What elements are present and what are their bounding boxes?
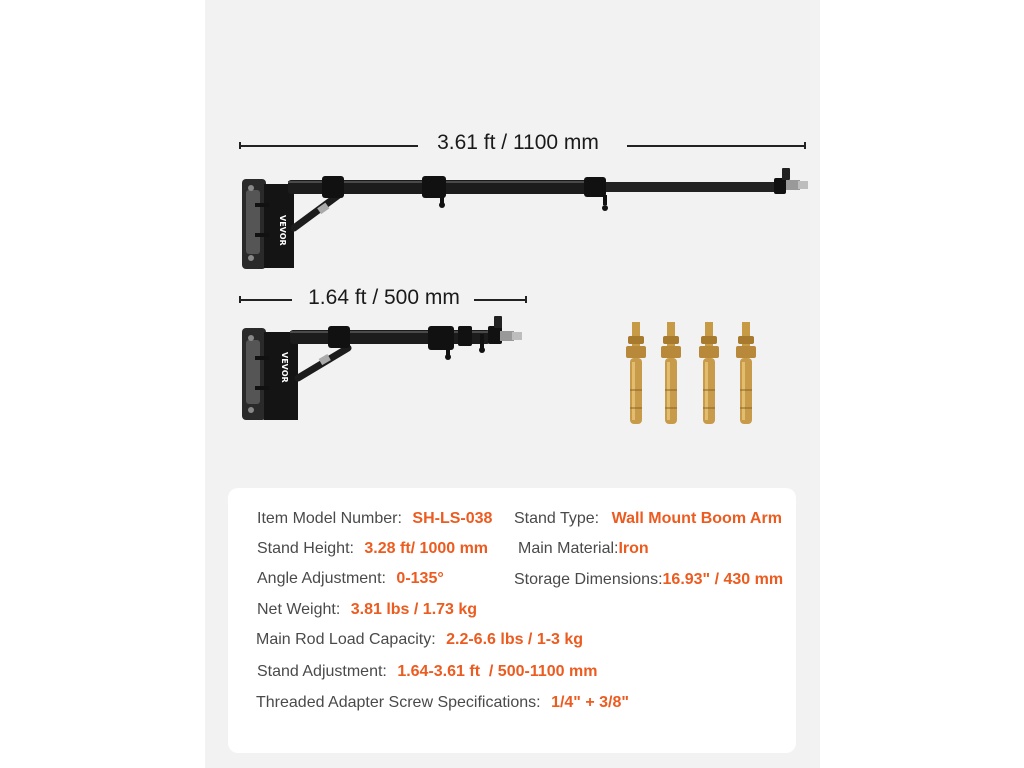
- spec-adjustment-value: 1.64-3.61 ft / 500-1100 mm: [397, 663, 598, 680]
- spec-load: [256, 630, 583, 650]
- spec-stand-height-label: Stand Height:: [257, 540, 354, 557]
- spec-adjustment-label: Stand Adjustment:: [257, 663, 387, 680]
- spec-screw-label: Threaded Adapter Screw Specifications:: [256, 694, 541, 711]
- spec-angle-value: 0-135°: [396, 570, 444, 587]
- spec-material: [518, 539, 649, 559]
- spec-storage: [514, 570, 783, 590]
- spec-stand-type-label: Stand Type:: [514, 510, 600, 527]
- spec-model-value: SH-LS-038: [412, 510, 493, 527]
- spec-weight-value: 3.81 lbs / 1.73 kg: [350, 601, 478, 618]
- long-arm-dimension-label: 3.61 ft / 1100 mm: [437, 131, 599, 154]
- spec-load-value: 2.2-6.6 lbs / 1-3 kg: [446, 631, 584, 648]
- spec-stand-type: [514, 509, 782, 529]
- spec-angle: [257, 569, 444, 589]
- spec-stand-type-value: Wall Mount Boom Arm: [611, 510, 782, 527]
- spec-adjustment: [257, 662, 597, 682]
- spec-material-label: Main Material:: [518, 540, 619, 557]
- spec-storage-label: Storage Dimensions:: [514, 571, 663, 588]
- spec-angle-label: Angle Adjustment:: [257, 570, 386, 587]
- spec-stand-height-value: 3.28 ft/ 1000 mm: [364, 540, 489, 557]
- spec-stand-height: [257, 539, 488, 559]
- spec-storage-value: 16.93" / 430 mm: [662, 571, 784, 588]
- spec-load-label: Main Rod Load Capacity:: [256, 631, 436, 648]
- short-arm-dimension-label: 1.64 ft / 500 mm: [308, 286, 460, 309]
- anchor-bolt: [699, 322, 719, 424]
- spec-weight: [257, 600, 477, 620]
- spec-weight-label: Net Weight:: [257, 601, 341, 618]
- anchor-bolt: [736, 322, 756, 424]
- spec-screw-value: 1/4" + 3/8": [551, 694, 629, 711]
- spec-screw: [256, 693, 629, 713]
- spec-model: [257, 509, 492, 529]
- brand-mark-short: VEVOR: [280, 352, 289, 383]
- anchor-bolt: [626, 322, 646, 424]
- anchor-bolt: [661, 322, 681, 424]
- spec-model-label: Item Model Number:: [257, 510, 402, 527]
- brand-mark: VEVOR: [278, 215, 287, 246]
- spec-material-value: Iron: [618, 540, 649, 557]
